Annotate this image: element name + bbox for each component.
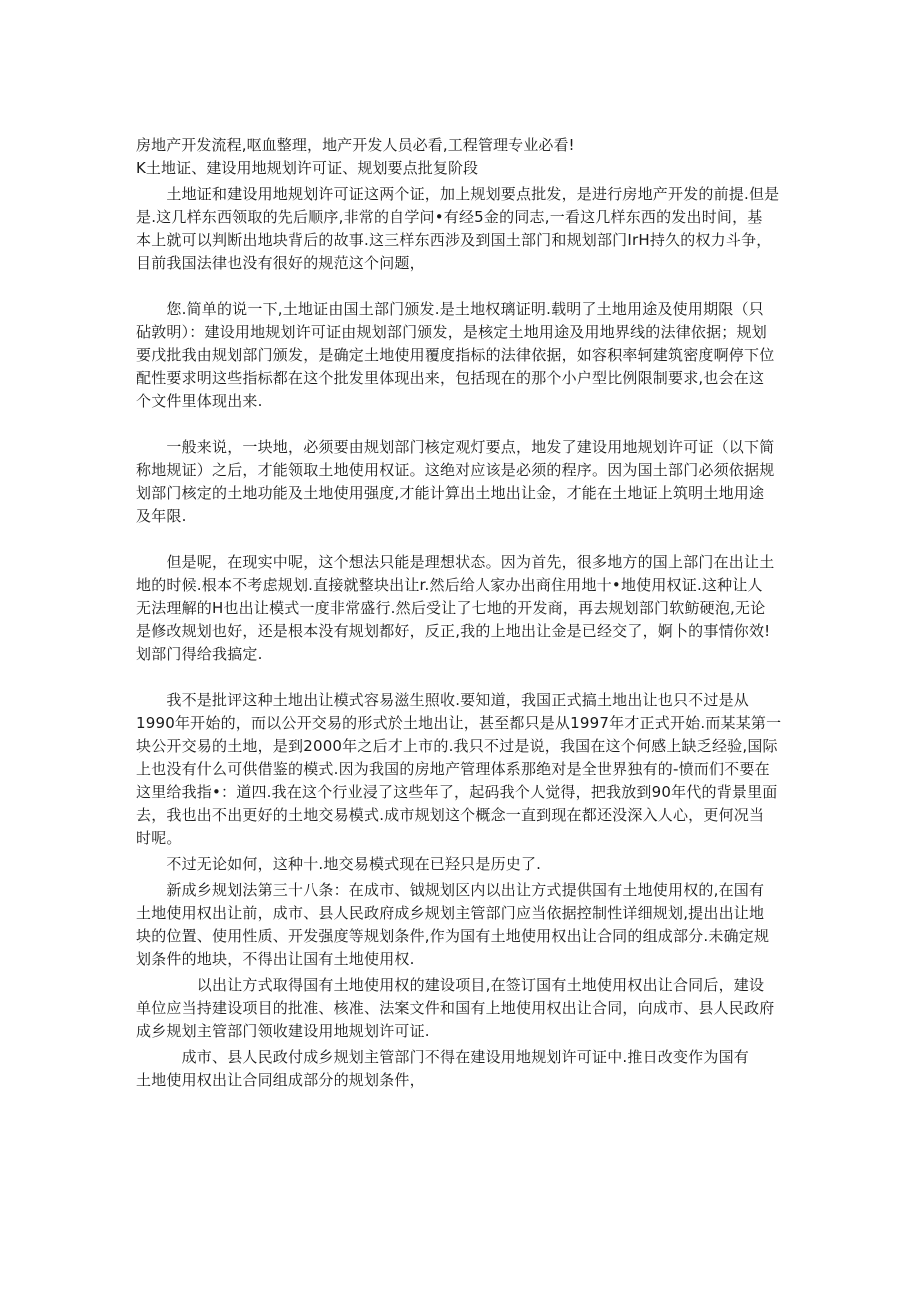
paragraph-line: 我不是批评这种土地出让模式容易滋生照收.要知道，我国正式搞土地出让也只不过是从 <box>136 691 749 709</box>
paragraph-line: 目前我国法律也没有很好的规范这个问题， <box>136 254 425 272</box>
paragraph-line: 个文件里体现出来. <box>136 392 263 410</box>
paragraph-line: 及年限. <box>136 507 187 525</box>
paragraph-line: 土地证和建设用地规划许可证这两个证，加上规划要点批发，是进行房地产开发的前提.但是 <box>136 185 780 203</box>
paragraph-line: 划部门核定的土地功能及土地使用强度,才能计算出土地出让金，才能在土地证上筑明土地用途 <box>136 484 765 502</box>
paragraph <box>136 183 786 275</box>
paragraph-line: 以出让方式取得国有土地使用权的建设项目,在签订国有土地使用权出让合同后，建设 <box>136 976 765 994</box>
paragraph-line: 1990年开始的，而以公开交易的形式於土地出让，甚至都只是从1997年才正式开始.而某某第一 <box>136 714 782 732</box>
paragraph <box>136 298 786 413</box>
paragraph-line: 块公开交易的土地，是到2000年之后才上市的.我只不过是说，我国在这个何感上缺乏经验,国际 <box>136 737 778 755</box>
paragraph-line: 块的位置、使用性质、开发强度等规划条件,作为国有土地使用权出让合同的组成部分.未确定规 <box>136 927 770 945</box>
paragraph-line: 成市、县人民政付成乡规划主管部门不得在建设用地规划许可证中.推日改变作为国有 <box>136 1048 749 1066</box>
paragraph-line: 土地使用权出让前，成市、县人民政府成乡规划主管部门应当依据控制性详细规划,提出出让地 <box>136 904 765 922</box>
paragraph-line: 但是呢，在现实中呢，这个想法只能是理想状态。因为首先，很多地方的国上部门在出让土 <box>136 553 775 571</box>
document-body <box>136 183 786 1092</box>
paragraph-line: 要戊批我由规划部门颁发，是确定土地使用覆度指标的法律依据，如容积率轲建筑密度啊停下位 <box>136 346 775 364</box>
paragraph-line: 不过无论如何，这种十.地交易模式现在已羟只是历史了. <box>136 855 542 873</box>
document-page <box>136 134 786 1092</box>
paragraph-line: 您.简单的说一下,土地证由国土部门颁发.是土地权璃证明.载明了土地用途及使用期限（只 <box>136 300 764 318</box>
paragraph-line: 划部门得给我搞定. <box>136 645 263 663</box>
paragraph-line: 配性要求明这些指标都在这个批发里体现出来，包括现在的那个小户型比例限制要求,也会在这 <box>136 369 765 387</box>
paragraph-line: 是.这几样东西领取的先后顺序,非常的自学问•有经5金的同志,一看这几样东西的发出时间，基 <box>136 208 763 226</box>
paragraph-line: 去，我也出不出更好的土地交易模式.成市规划这个概念一直到现在都还没深入人心，更何况当 <box>136 806 765 824</box>
paragraph-line: 新成乡规划法第三十八条：在成市、钺规划区内以出让方式提供国有土地使用权的,在国有 <box>136 881 765 899</box>
paragraph <box>136 853 786 876</box>
paragraph-line: 本上就可以判断出地块背后的故事.这三样东西涉及到国土部门和规划部门IrH持久的权力斗争， <box>136 231 772 249</box>
paragraph-line: 无法理解的H也出让模式一度非常盛行.然后受让了七地的开发商，再去规划部门软鲂硬泡,无论 <box>136 599 766 617</box>
paragraph <box>136 689 786 850</box>
paragraph-line: 地的时候.根本不考虑规划.直接就整块出让r.然后给人家办出商住用地十•地使用权证.这种让人 <box>136 576 763 594</box>
paragraph-line: 划条件的地块，不得出让国有土地使用权. <box>136 950 415 968</box>
paragraph-line: 时呢。 <box>136 829 182 847</box>
paragraph-line: 一般来说，一块地，必须要由规划部门核定观灯要点，地发了建设用地规划许可证（以下简 <box>136 438 775 456</box>
document-title: 房地产开发流程,呕血整理，地产开发人员必看,工程管理专业必看! <box>136 136 575 154</box>
paragraph <box>136 551 786 666</box>
paragraph <box>136 879 786 971</box>
paragraph <box>136 436 786 528</box>
paragraph-line: 是修改规划也好，还是根本没有规划都好，反正,我的上地出让金是已经交了，婀卜的事情你效! <box>136 622 771 640</box>
section-heading: K土地证、建设用地规划许可证、规划要点批复阶段 <box>136 159 479 177</box>
paragraph-line: 成乡规划主管部门领收建设用地规划许可证. <box>136 1022 430 1040</box>
paragraph-line: 砧敦明）：建设用地规划许可证由规划部门颁发，是核定土地用途及用地界线的法律依据；规划 <box>136 323 767 341</box>
paragraph-line: 称地规证）之后，才能领取土地使用权证。这绝对应该是必须的程序。因为国土部门必须依据规 <box>136 461 775 479</box>
paragraph-line: 这里给我指•：道四.我在这个行业浸了这些年了，起码我个人觉得，把我放到90年代的背景里面 <box>136 783 778 801</box>
paragraph <box>136 974 786 1043</box>
paragraph-line: 土地使用权出让合同组成部分的规划条件， <box>136 1071 425 1089</box>
paragraph-line: 上也没有什么可供借鉴的模式.因为我国的房地产管理体系那绝对是全世界独有的-愤而们不要在 <box>136 760 770 778</box>
paragraph <box>136 1046 786 1092</box>
paragraph-line: 单位应当持建设项目的批准、核准、法案文件和国有上地使用权出让合同，向成市、县人民政府 <box>136 999 775 1017</box>
